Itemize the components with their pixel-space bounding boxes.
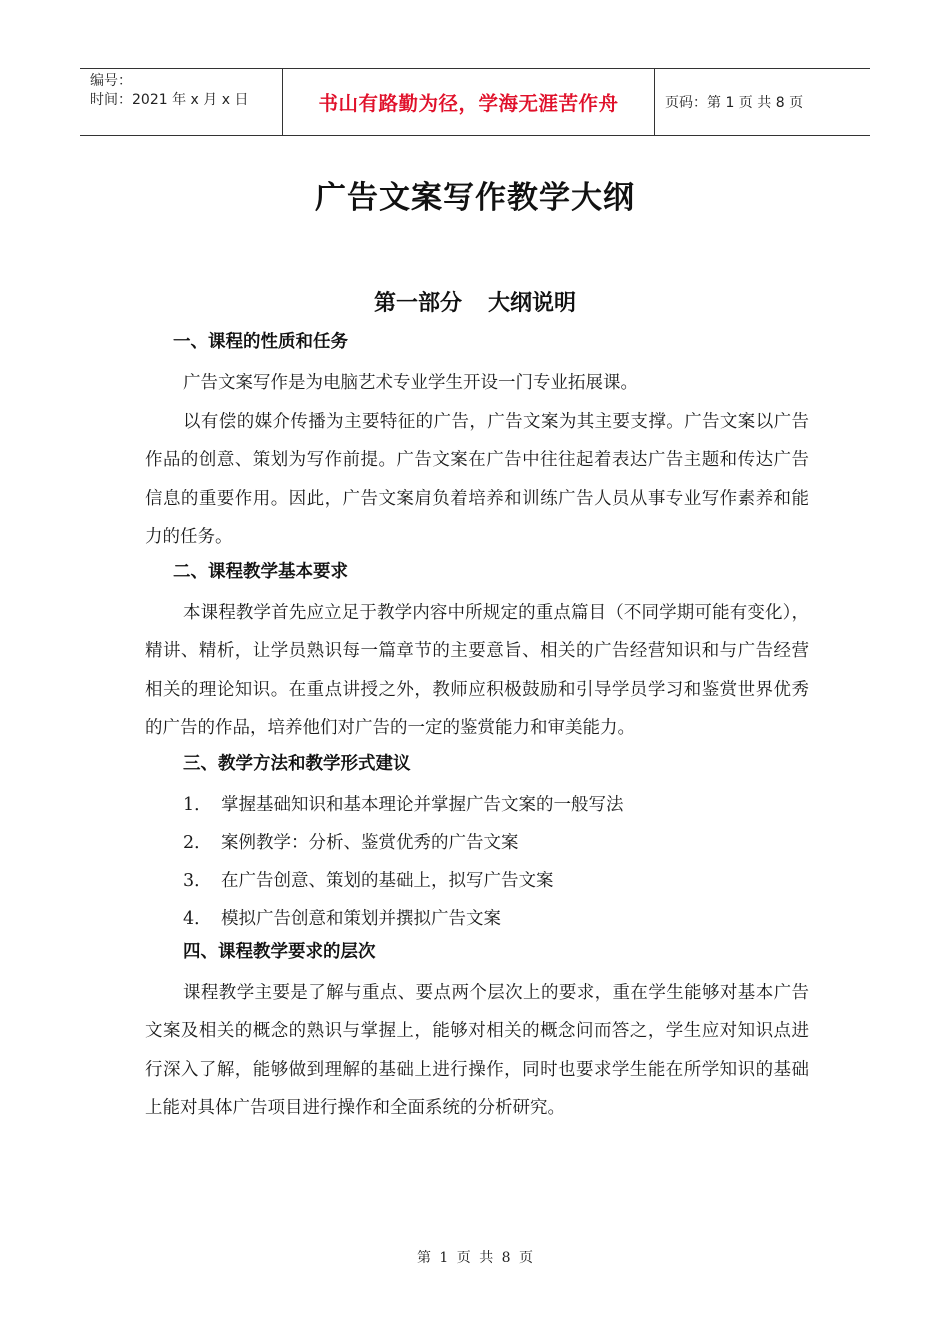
- header-table: [80, 68, 870, 136]
- page-footer: 第 1 页 共 8 页: [416, 1250, 534, 1266]
- section-heading: 一、课程的性质和任务: [173, 332, 348, 352]
- document-title: 广告文案写作教学大纲: [315, 180, 635, 216]
- section-teaching-methods: [145, 750, 809, 938]
- list-item: [145, 862, 809, 900]
- part-title: [0, 286, 950, 317]
- list-number: 3．: [183, 870, 212, 891]
- section-heading: 二、课程教学基本要求: [173, 561, 348, 582]
- paragraph: 广告文案写作是为电脑艺术专业学生开设一门专业拓展课。: [183, 373, 638, 393]
- list-number: 2．: [183, 832, 212, 853]
- paragraph: 本课程教学首先应立足于教学内容中所规定的重点篇目（不同学期可能有变化），精讲、精析，让学员熟识每一篇章节的主要意旨、相关的广告经营知识和与广告经营相关的理论知识。在重点讲授之外，教师应积极鼓励和引导学员学习和鉴赏世界优秀的广告的作品，培养他们对广告的一定的鉴赏能力和审美能力。: [145, 602, 809, 738]
- part-number: 第一部分: [373, 291, 462, 316]
- list-text: 模拟广告创意和策划并撰拟广告文案: [221, 908, 501, 929]
- header-motto: 书山有路勤为径，学海无涯苦作舟: [282, 69, 655, 135]
- list-number: 1．: [183, 794, 212, 815]
- section-nature-and-tasks: [145, 328, 809, 557]
- list-text: 案例教学：分析、鉴赏优秀的广告文案: [221, 832, 519, 853]
- paragraph: 以有偿的媒介传播为主要特征的广告，广告文案为其主要支撑。广告文案以广告作品的创意、策划为写作前提。广告文案在广告中往往起着表达广告主题和传达广告信息的重要作用。因此，广告文案肩负着培养和训练广告人员从事专业写作素养和能力的任务。: [145, 411, 809, 547]
- document-number-label: 编号：: [90, 73, 132, 89]
- header-meta: [80, 69, 282, 135]
- header-page-info: 页码：第 1 页 共 8 页: [665, 95, 804, 111]
- document-date: 时间：2021 年 x 月 x 日: [90, 92, 249, 108]
- document-body: [145, 328, 809, 1128]
- list-text: 在广告创意、策划的基础上，拟写广告文案: [221, 870, 554, 891]
- list-item: [145, 824, 809, 862]
- list-item: [145, 786, 809, 824]
- part-name: 大纲说明: [488, 291, 577, 316]
- section-heading: 四、课程教学要求的层次: [183, 941, 376, 962]
- list-item: [145, 900, 809, 938]
- section-basic-requirements: [145, 558, 809, 748]
- section-requirement-levels: [145, 938, 809, 1128]
- paragraph: 课程教学主要是了解与重点、要点两个层次上的要求，重在学生能够对基本广告文案及相关的概念的熟识与掌握上，能够对相关的概念问而答之，学生应对知识点进行深入了解，能够做到理解的基础上进行操作，同时也要求学生能在所学知识的基础上能对具体广告项目进行操作和全面系统的分析研究。: [145, 982, 809, 1118]
- section-heading: 三、教学方法和教学形式建议: [183, 753, 411, 774]
- list-text: 掌握基础知识和基本理论并掌握广告文案的一般写法: [221, 794, 624, 815]
- list-number: 4．: [183, 908, 212, 929]
